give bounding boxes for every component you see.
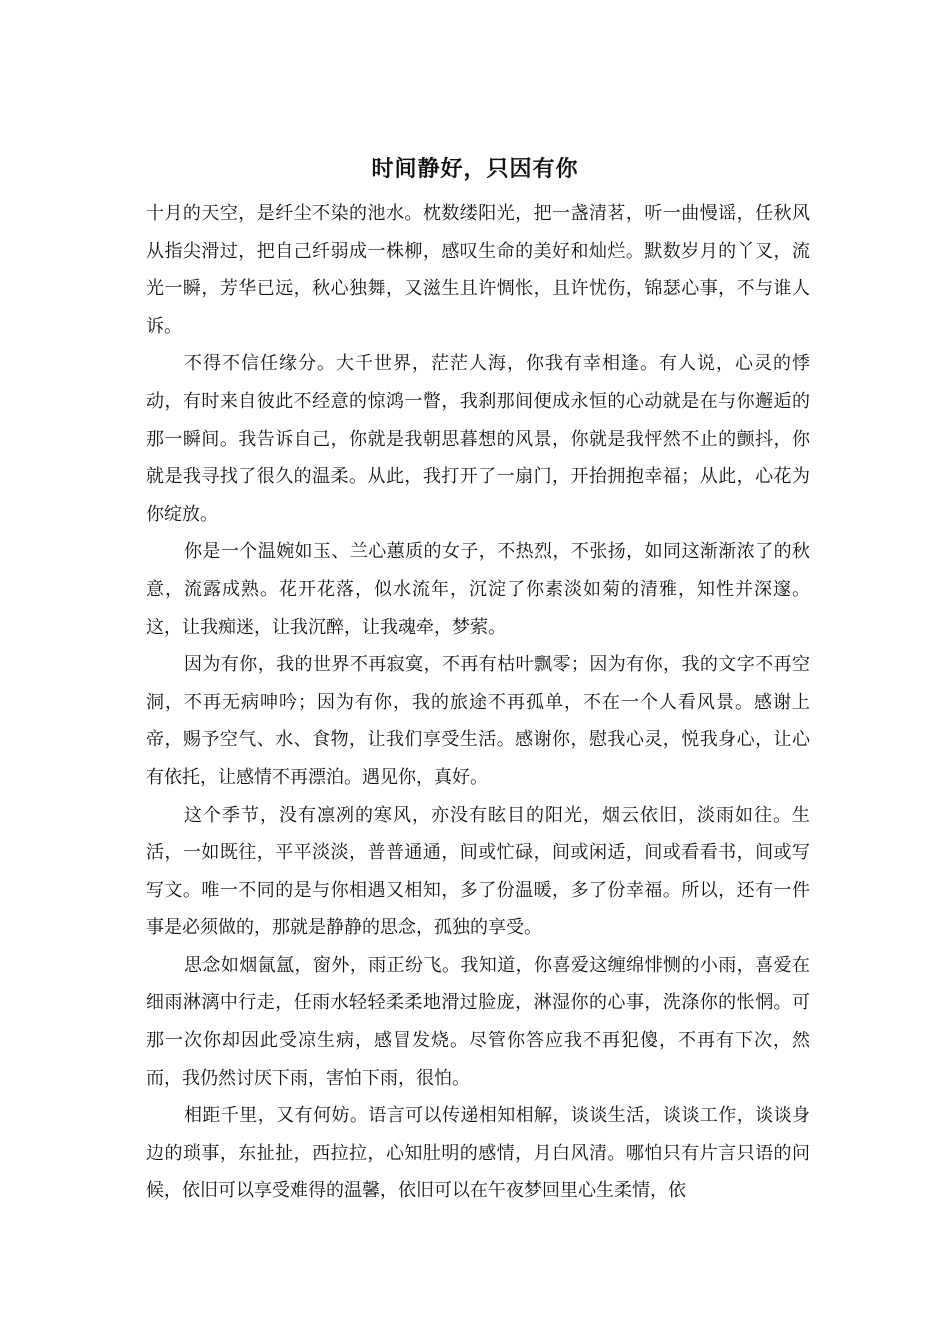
- document-title: 时间静好，只因有你: [371, 157, 579, 182]
- paragraph-4: 因为有你，我的世界不再寂寞，不再有枯叶飘零；因为有你，我的文字不再空洞，不再无病呻吟；因为有你，我的旅途不再孤单，不在一个人看风景。感谢上帝，赐予空气、水、食物，让我们享受生活。感谢你，慰我心灵，悦我身心，让心有依托，让感情不再漂泊。遇见你，真好。: [146, 654, 810, 788]
- paragraph-1: 十月的天空，是纤尘不染的池水。枕数缕阳光，把一盏清茗，听一曲慢谣，任秋风从指尖滑过，把自己纤弱成一株柳，感叹生命的美好和灿烂。默数岁月的丫叉，流光一瞬，芳华已远，秋心独舞，又滋生且许惆怅，且许忧伤，锦瑟心事，不与谁人诉。: [146, 203, 810, 337]
- paragraph-3: 你是一个温婉如玉、兰心蕙质的女子，不热烈，不张扬，如同这渐渐浓了的秋意，流露成熟。花开花落，似水流年，沉淀了你素淡如菊的清雅，知性并深邃。这，让我痴迷，让我沉醉，让我魂牵，梦萦。: [146, 541, 810, 638]
- paragraph-5: 这个季节，没有凛冽的寒风，亦没有眩目的阳光，烟云依旧，淡雨如往。生活，一如既往，平平淡淡，普普通通，间或忙碌，间或闲适，间或看看书，间或写写文。唯一不同的是与你相遇又相知，多了份温暖，多了份幸福。所以，还有一件事是必须做的，那就是静静的思念，孤独的享受。: [146, 804, 810, 939]
- document-body: [146, 195, 810, 1210]
- paragraph-6: 思念如烟氤氲，窗外，雨正纷飞。我知道，你喜爱这缠绵悱恻的小雨，喜爱在细雨淋漓中行走，任雨水轻轻柔柔地滑过脸庞，淋湿你的心事，洗涤你的怅惘。可那一次你却因此受凉生病，感冒发烧。尽管你答应我不再犯傻，不再有下次，然而，我仍然讨厌下雨，害怕下雨，很怕。: [146, 954, 810, 1089]
- paragraph-2: 不得不信任缘分。大千世界，茫茫人海，你我有幸相逢。有人说，心灵的悸动，有时来自彼此不经意的惊鸿一瞥，我刹那间便成永恒的心动就是在与你邂逅的那一瞬间。我告诉自己，你就是我朝思暮想的风景，你就是我怦然不止的颤抖，你就是我寻找了很久的温柔。从此，我打开了一扇门，开抬拥抱幸福；从此，心花为你绽放。: [146, 353, 810, 525]
- paragraph-7: 相距千里，又有何妨。语言可以传递相知相解，谈谈生活，谈谈工作，谈谈身边的琐事，东扯扯，西拉拉，心知肚明的感情，月白风清。哪怕只有片言只语的问候，依旧可以享受难得的温馨，依旧可以在午夜梦回里心生柔情，依: [146, 1105, 810, 1202]
